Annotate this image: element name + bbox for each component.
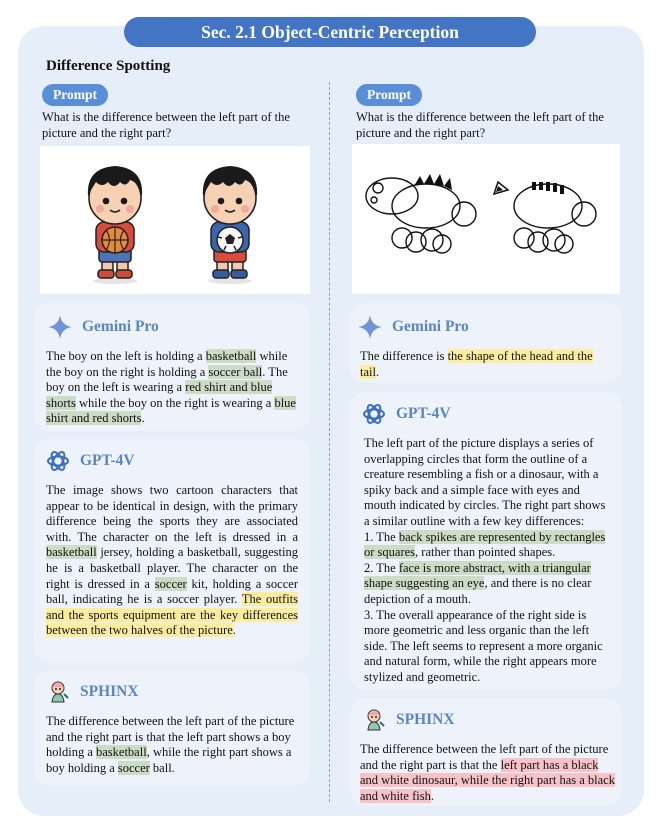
sphinx-card-right — [350, 698, 622, 806]
dinosaur-image — [352, 144, 620, 294]
gemini-title-right: Gemini Pro — [392, 318, 469, 335]
gemini-sparkle-icon — [358, 315, 382, 339]
prompt-label-left: Prompt — [42, 84, 108, 106]
boy-basketball-figure — [88, 166, 142, 284]
highlight-soccer: soccer — [117, 760, 150, 775]
gemini-response-left: The boy on the left is holding a basketball while the boy on the right is holding a soccer ball. The boy on the left is wearing a red shirt and blue shorts while the boy on the right is wearing a blue shirt and red shorts. — [46, 349, 296, 426]
gpt4v-title-right: GPT-4V — [396, 405, 451, 422]
highlight-head-tail: the shape of the head and the tail — [360, 349, 593, 379]
gemini-title-left: Gemini Pro — [82, 318, 159, 335]
gpt4v-list-item-2: 2. The face is more abstract, with a triangular shape suggesting an eye, and there is no clear depiction of a mouth. — [364, 560, 592, 606]
sphinx-title-left: SPHINX — [80, 683, 139, 700]
gpt4v-response-right — [364, 436, 614, 686]
sphinx-mascot-icon — [46, 680, 70, 704]
highlight-basketball: basketball — [205, 349, 257, 363]
gpt4v-list-item-3: 3. The overall appearance of the right side is more geometric and less organic than the left side. The left seems to represent a more organic and natural form, while the right appears more stylized and geometric. — [364, 607, 603, 684]
highlight-soccer: soccer — [154, 576, 187, 591]
sphinx-card-left — [34, 670, 310, 786]
prompt-label-right: Prompt — [356, 84, 422, 106]
column-divider — [329, 82, 330, 802]
gpt4v-list-item-1: 1. The back spikes are represented by rectangles or squares, rather than pointed shapes. — [364, 529, 606, 560]
sphinx-mascot-icon — [362, 708, 386, 732]
openai-logo-icon — [46, 449, 70, 473]
gpt4v-card-left — [34, 439, 310, 663]
highlight-back-spikes: back spikes are represented by rectangles or squares — [364, 529, 606, 560]
highlight-eye-shape: shape suggesting an eye — [364, 576, 485, 591]
gemini-card-right — [350, 303, 622, 383]
sphinx-response-left: The difference between the left part of the picture and the right part is that the left part shows a boy holding a basketball, while the right part shows a boy holding a soccer ball. — [46, 714, 295, 775]
section-banner: Sec. 2.1 Object-Centric Perception — [124, 17, 536, 47]
gpt4v-paragraph: The left part of the picture displays a series of overlapping circles that form the outline of a creature resembling a fish or a dinosaur, with a spiky back and a simple face with eyes and mouth indicated by circles. The right part shows a similar outline with a few key differences: — [364, 436, 606, 528]
highlight-basketball: basketball — [96, 745, 147, 760]
highlight-basketball: basketball — [46, 545, 97, 560]
prompt-question-right: What is the difference between the left part of the picture and the right part? — [356, 110, 604, 140]
highlight-soccer-ball: soccer ball — [208, 364, 263, 379]
openai-logo-icon — [362, 402, 386, 426]
gemini-response-right: The difference is the shape of the head and the tail. — [360, 349, 593, 379]
gpt4v-response-left: The image shows two cartoon characters that appear to be identical in design, with the primary difference being the sports they are associated with. The character on the left is dressed in a basketball jersey, holding a basketball, suggesting he is a basketball player. The character on the right is dressed in a soccer kit, holding a soccer ball, indicating he is a soccer player. The outfits and the sports equipment are the key differences between the two halves of the picture. — [46, 483, 298, 638]
dinosaur-illustration — [352, 144, 620, 294]
prompt-question-left: What is the difference between the left part of the picture and the right part? — [42, 110, 290, 140]
highlight-red-shirt: red shirt and blue shorts — [46, 380, 273, 410]
gemini-sparkle-icon — [48, 315, 72, 339]
highlight-wrong-answer: left part has a black and white dinosaur, while the right part has a black and white fish — [360, 757, 615, 803]
section-title: Difference Spotting — [46, 58, 171, 74]
boys-image — [40, 146, 310, 294]
boys-illustration — [40, 146, 310, 294]
sphinx-title-right: SPHINX — [396, 711, 455, 728]
gemini-card-left — [34, 303, 310, 431]
gpt4v-card-right — [350, 392, 622, 690]
highlight-blue-shirt: blue shirt and red shorts — [46, 395, 296, 426]
highlight-face-abstract: face is more abstract, with a triangular — [398, 560, 591, 575]
boy-soccer-figure — [203, 166, 257, 284]
gpt4v-title-left: GPT-4V — [80, 452, 135, 469]
sphinx-response-right: The difference between the left part of the picture and the right part is that the left part has a black and white dinosaur, while the right part has a black and white fish. — [360, 742, 615, 803]
highlight-key-differences: The outfits and the sports equipment are the key differences between the two halves of the picture — [46, 592, 298, 638]
